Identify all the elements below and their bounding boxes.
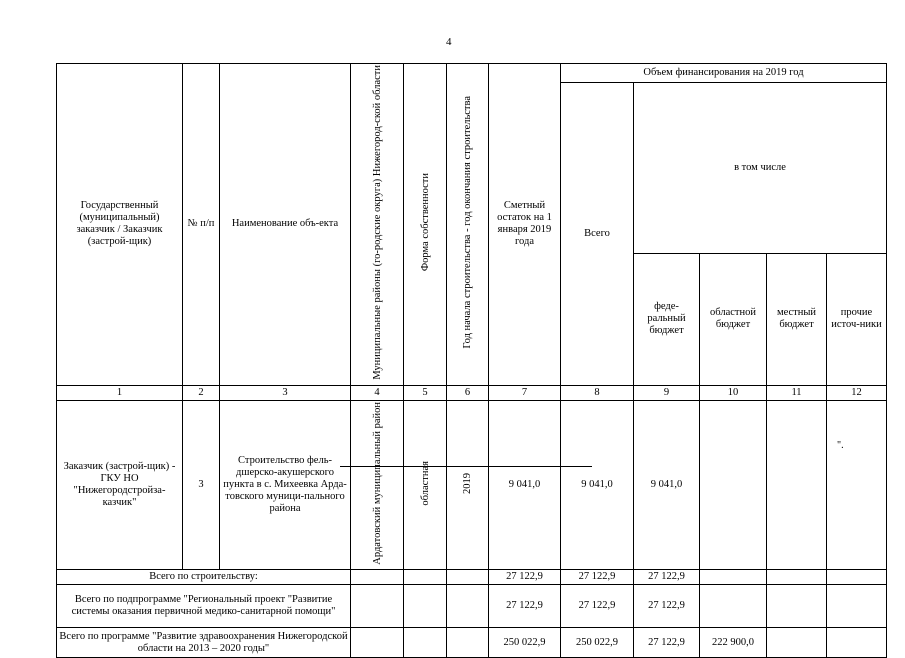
summary-balance: 27 122,9 <box>489 570 561 585</box>
column-number: 2 <box>183 385 220 400</box>
summary-label: Всего по подпрограмме "Региональный проект "Развитие системы оказания первичной медико-санитарной помощи" <box>57 585 351 628</box>
header-object-name: Наименование объ-екта <box>220 64 351 386</box>
summary-federal: 27 122,9 <box>634 585 700 628</box>
summary-row <box>57 570 887 585</box>
header-ownership: Форма собственности <box>419 173 431 272</box>
summary-total: 27 122,9 <box>561 570 634 585</box>
header-federal: феде-ральный бюджет <box>634 253 700 385</box>
summary-regional <box>700 585 767 628</box>
project-balance: 9 041,0 <box>489 400 561 570</box>
divider-line <box>340 466 592 467</box>
project-other <box>827 400 887 570</box>
summary-federal: 27 122,9 <box>634 570 700 585</box>
summary-row <box>57 585 887 628</box>
header-regional: областной бюджет <box>700 253 767 385</box>
summary-balance: 27 122,9 <box>489 585 561 628</box>
project-district: Ардатовский муниципальный район <box>371 401 383 565</box>
project-federal: 9 041,0 <box>634 400 700 570</box>
project-total: 9 041,0 <box>561 400 634 570</box>
summary-local <box>767 628 827 658</box>
closing-quote: ". <box>837 440 844 451</box>
header-districts: Муниципальные районы (го-родские округа) Нижегород-ской области <box>371 65 383 380</box>
header-local: местный бюджет <box>767 253 827 385</box>
header-years: Год начала строительства - год окончания строительства <box>462 96 473 349</box>
column-number: 12 <box>827 385 887 400</box>
project-ownership: областная <box>419 460 431 506</box>
header-num: № п/п <box>183 64 220 386</box>
summary-row <box>57 628 887 658</box>
summary-regional: 222 900,0 <box>700 628 767 658</box>
column-number: 6 <box>447 385 489 400</box>
header-customer: Государственный (муниципальный) заказчик / Заказчик (застрой-щик) <box>57 64 183 386</box>
header-balance: Сметный остаток на 1 января 2019 года <box>489 64 561 386</box>
column-number: 1 <box>57 385 183 400</box>
column-number: 10 <box>700 385 767 400</box>
funding-table <box>56 63 887 658</box>
project-object-name: Строительство фель-дшерско-акушерского пункта в с. Михеевка Арда-товского муници-пального района <box>220 400 351 570</box>
summary-total: 250 022,9 <box>561 628 634 658</box>
column-number: 11 <box>767 385 827 400</box>
project-num: 3 <box>183 400 220 570</box>
summary-local <box>767 570 827 585</box>
header-total: Всего <box>561 83 634 386</box>
column-number-row <box>57 385 887 400</box>
header-other: прочие источ-ники <box>827 253 887 385</box>
header-funding-group: Объем финансирования на 2019 год <box>561 64 887 83</box>
column-number: 8 <box>561 385 634 400</box>
summary-other <box>827 570 887 585</box>
project-years: 2019 <box>462 472 473 494</box>
summary-regional <box>700 570 767 585</box>
project-customer: Заказчик (застрой-щик) - ГКУ НО "Нижегородстройза-казчик" <box>57 400 183 570</box>
project-regional <box>700 400 767 570</box>
summary-balance: 250 022,9 <box>489 628 561 658</box>
column-number: 5 <box>404 385 447 400</box>
column-number: 9 <box>634 385 700 400</box>
summary-total: 27 122,9 <box>561 585 634 628</box>
summary-local <box>767 585 827 628</box>
column-number: 4 <box>351 385 404 400</box>
page-number: 4 <box>446 36 452 48</box>
project-row <box>57 400 887 570</box>
summary-federal: 27 122,9 <box>634 628 700 658</box>
header-including: в том числе <box>634 83 887 254</box>
summary-label: Всего по строительству: <box>57 570 351 585</box>
column-number: 7 <box>489 385 561 400</box>
column-number: 3 <box>220 385 351 400</box>
summary-other <box>827 585 887 628</box>
project-local <box>767 400 827 570</box>
summary-label: Всего по программе "Развитие здравоохранения Нижегородской области на 2013 – 2020 годы" <box>57 628 351 658</box>
summary-other <box>827 628 887 658</box>
